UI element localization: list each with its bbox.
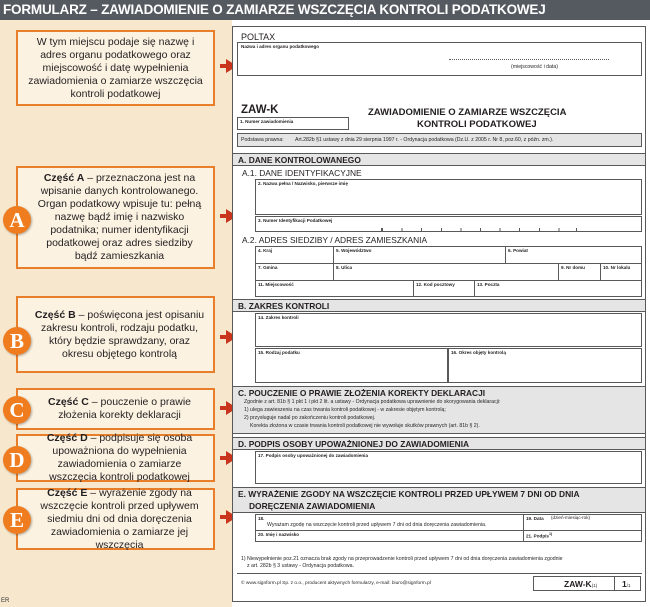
instruction-line: Korekta złożona w czasie trwania kontroli podatkowej nie wywołuje skutków prawnych (art. 81b § 2). [250, 423, 480, 429]
nip-boxes [381, 228, 577, 232]
header-bar [0, 0, 650, 20]
copyright: © www.signform.pl Sp. z o.o., producent aktywnych formularzy, e-mail: biuro@signform.pl [241, 581, 431, 586]
place-date-label: (miejscowość i data) [511, 64, 558, 70]
postal-code-label: 12. Kod pocztowy [416, 282, 455, 287]
section-d-header: D. PODPIS OSOBY UPOWAŻNIONEJ DO ZAWIADOMIENIA [233, 437, 645, 450]
badge-d: D [3, 446, 31, 474]
explanation-b-box [16, 296, 215, 373]
consent-text: Wyrażam zgodę na wszczęcie kontroli przed upływem 7 dni od dnia doręczenia zawiadomienia. [267, 522, 487, 528]
house-number-label: 9. Nr domu [561, 265, 585, 270]
voivodeship-label: 5. Województwo [336, 248, 372, 253]
explanation-lead: Część D [46, 432, 88, 444]
post-office-label: 13. Poczta [477, 282, 500, 287]
footer-code-box [533, 576, 641, 591]
country-label: 4. Kraj [258, 248, 273, 253]
explanation-text: – wyrażenie zgody na wszczęcie kontroli przed upływem siedmiu dni od dnia doręczenia zawiadomienia o zamiarze jej wszczęcia [40, 486, 199, 551]
explanation-a-box [16, 166, 215, 269]
instruction-line: 1) ulega zawieszeniu na czas trwania kontroli podatkowej - w zakresie objętym kontrolą; [244, 407, 446, 413]
explanation-lead: Część E [47, 486, 88, 499]
instruction-line: Zgodnie z art. 81b § 1 pkt 1 i pkt 2 lit. a ustawy - Ordynacja podatkowa uprawnienie do skorygowania deklaracji: [244, 399, 501, 405]
explanation-text: – poświęcona jest opisaniu zakresu kontroli, rodzaju podatku, który będzie sprawdzany, oraz okresu objętego kontrolą [40, 308, 205, 360]
section-a1-header: A.1. DANE IDENTYFIKACYJNE [242, 168, 362, 178]
signature-label: 21. Podpis$^{1)}$ [526, 532, 553, 539]
place-date-dots [449, 59, 609, 60]
city-label: 11. Miejscowość [258, 282, 294, 287]
section-a-header: A. DANE KONTROLOWANEGO [233, 153, 645, 166]
page-number: 1 [622, 579, 627, 589]
explanation-lead: Część B [34, 308, 76, 321]
explanation-text: – pouczenie o prawie złożenia korekty deklaracji [58, 396, 191, 421]
side-mark: ER [1, 598, 10, 604]
page-total: /1 [626, 583, 631, 588]
tax-type-label: 15. Rodzaj podatku [258, 350, 300, 355]
footer-code-version: (1) [591, 583, 598, 588]
section-c-header: C. POUCZENIE O PRAWIE ZŁOŻENIA KOREKTY DEKLARACJI [233, 386, 645, 434]
notice-number-label: 1. Numer zawiadomienia [240, 119, 294, 124]
badge-e: E [3, 506, 31, 534]
footer-code: ZAW-K [564, 579, 592, 589]
explanation-header-box [16, 30, 215, 106]
section-a2-header: A.2. ADRES SIEDZIBY / ADRES ZAMIESZKANIA [242, 235, 428, 245]
explanation-text: – przeznaczona jest na wpisanie danych kontrolowanego. Organ podatkowy wpisuje tu: pełną nazwę bądź imię i nazwisko podatnika; numer identyfikacji podatkowej oraz adres siedziby bądź zamieszkania [37, 172, 202, 262]
county-label: 6. Powiat [508, 248, 528, 253]
explanation-d-box [16, 434, 215, 482]
explanation-text: W tym miejscu podaje się nazwę i adres organu podatkowego oraz miejscowość i datę wypełnienia zawiadomienia o zamiarze wszczęcia kontroli podatkowej [28, 35, 203, 100]
street-label: 8. Ulica [336, 265, 353, 270]
explanation-lead: Część C [47, 396, 89, 408]
consent-label: 18. [258, 516, 265, 521]
period-label: 16. Okres objęty kontrolą [451, 350, 506, 355]
badge-a: A [3, 206, 31, 234]
address-grid [255, 246, 642, 297]
scope-field[interactable] [255, 313, 642, 347]
footnote: z art. 282b § 3 ustawy - Ordynacja podatkowa. [247, 563, 354, 569]
explanation-text: – podpisuje się osoba upoważniona do wypełnienia zawiadomienia o zamiarze wszczęcia kontroli podatkowej [49, 432, 193, 483]
section-e-header: E. WYRAŻENIE ZGODY NA WSZCZĘCIE KONTROLI PRZED UPŁYWEM 7 DNI OD DNIA DORĘCZENIA ZAWIADOMIENIA [233, 487, 645, 513]
apartment-number-label: 10. Nr lokalu [603, 265, 631, 270]
footnote: 1) Niewypełnienie poz.21 oznacza brak zgody na przeprowadzenie kontroli przed upływem 7 dni od dnia doręczenia zawiadomienia zgodnie [241, 556, 563, 562]
explanation-c-box [16, 388, 215, 430]
nip-label: 3. Numer Identyfikacji Podatkowej [258, 218, 333, 223]
scope-label: 14. Zakres kontroli [258, 315, 299, 320]
explanation-e-box [16, 488, 215, 550]
instruction-line: 2) przysługuje nadal po zakończeniu kontroli podatkowej. [244, 415, 376, 421]
organ-label: Nazwa i adres organu podatkowego [241, 44, 320, 49]
page-title: FORMULARZ – ZAWIADOMIENIE O ZAMIARZE WSZCZĘCIA KONTROLI PODATKOWEJ [3, 2, 546, 17]
zaw-k-form [232, 26, 646, 602]
form-title-line2: KONTROLI PODATKOWEJ [417, 119, 537, 130]
explanation-lead: Część A [43, 172, 85, 184]
date-label: 19. Data [526, 516, 544, 521]
badge-c: C [3, 396, 31, 424]
legal-basis-label: Podstawa prawna: [241, 137, 284, 143]
form-code: ZAW-K [241, 104, 279, 116]
form-title-line1: ZAWIADOMIENIE O ZAMIARZE WSZCZĘCIA [368, 107, 567, 118]
full-name-label: 20. Imię i nazwisko [258, 532, 300, 537]
form-brand: POLTAX [241, 32, 276, 42]
commune-label: 7. Gmina [258, 265, 278, 270]
badge-b: B [3, 327, 31, 355]
date-hint: (dzień-miesiąc-rok) [551, 515, 591, 520]
legal-basis-text: Art.282b §1 ustawy z dnia 29 sierpnia 1997 r. - Ordynacja podatkowa (Dz.U. z 2005 r. Nr 8, poz.60, z późn. zm.). [295, 137, 554, 143]
name-label: 2. Nazwa pełna / Nazwisko, pierwsze imię [258, 181, 348, 186]
section-b-header: B. ZAKRES KONTROLI [233, 299, 645, 312]
signature-label: 17. Podpis osoby upoważnionej do zawiadomienia [258, 453, 369, 458]
